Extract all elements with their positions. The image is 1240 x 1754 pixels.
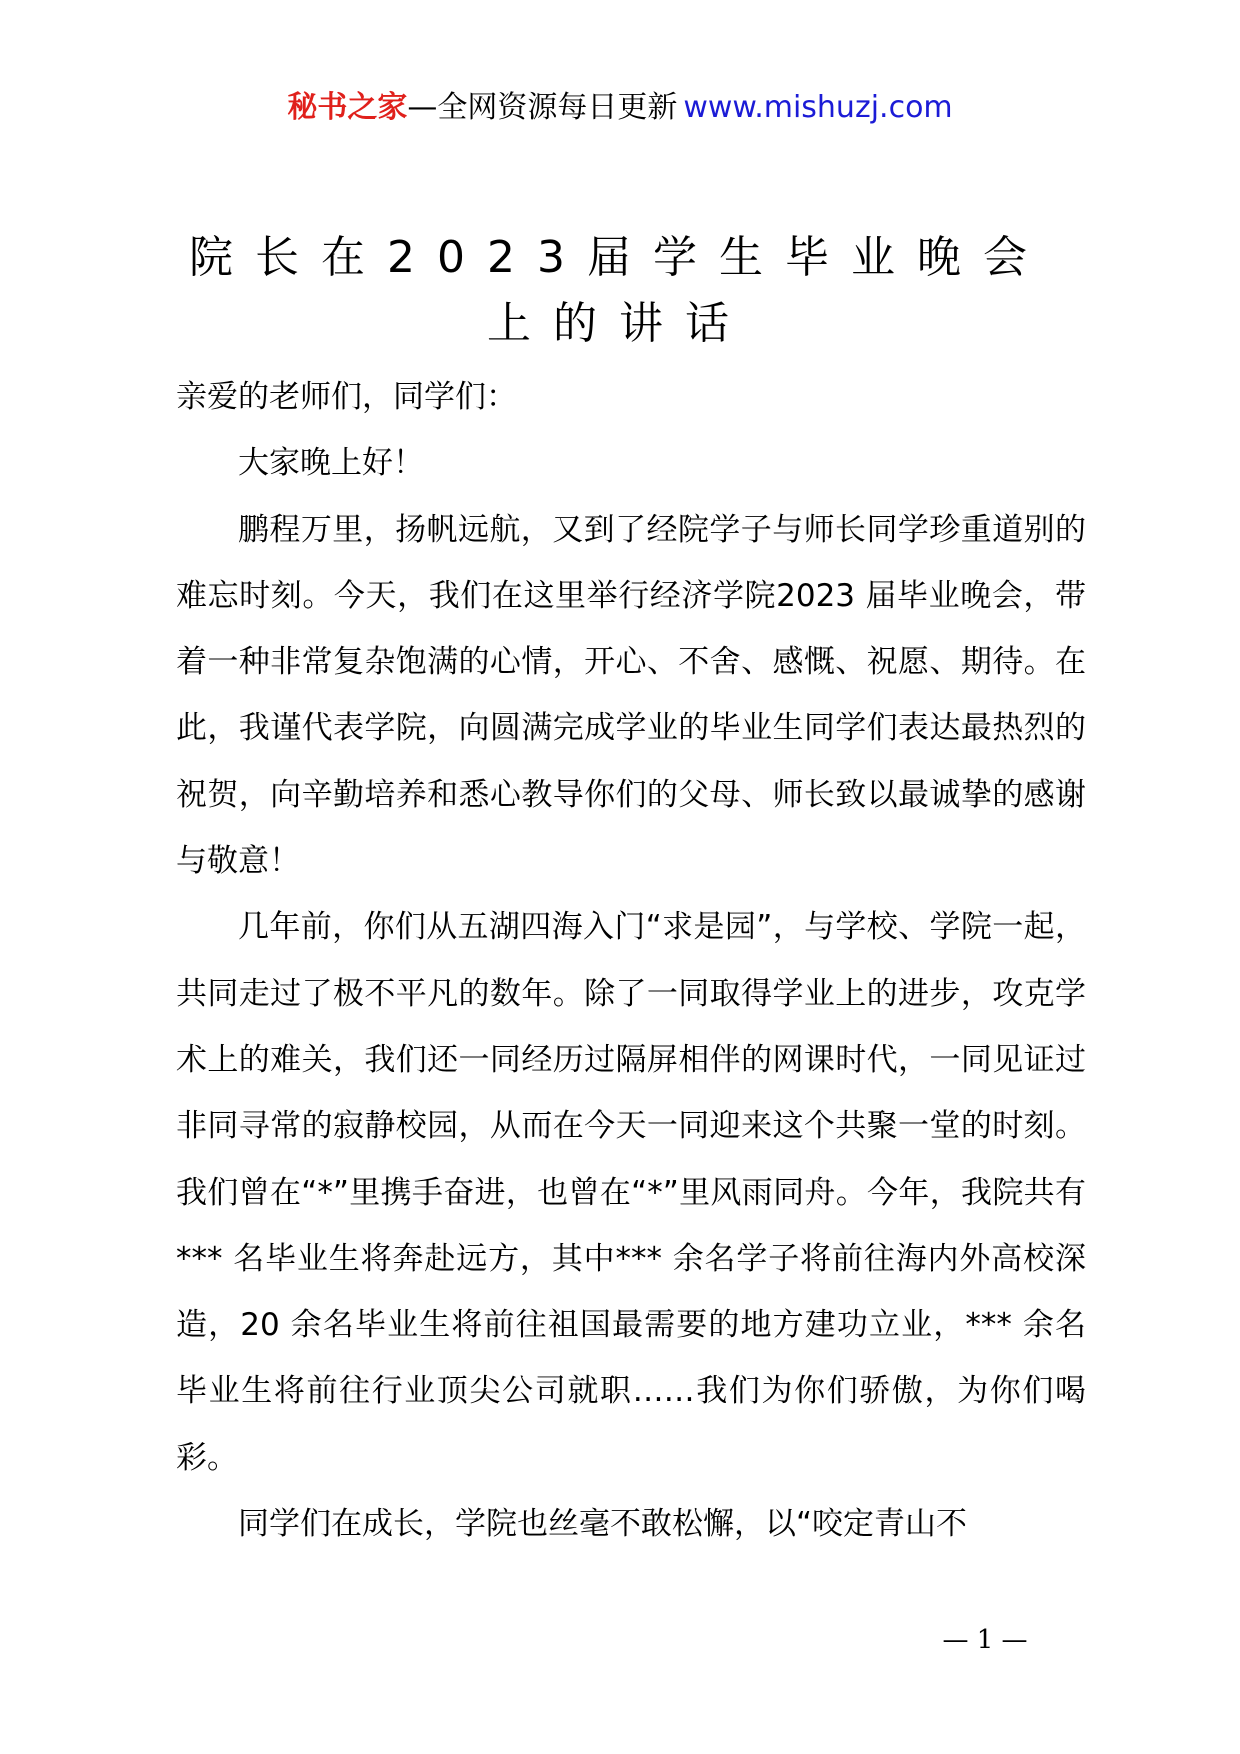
- page-number: — 1 —: [942, 1625, 1028, 1655]
- document-title: 院长在2023届学生毕业晚会上的讲话: [189, 232, 1049, 349]
- brand-name: 秘书之家: [287, 90, 408, 125]
- salutation: 亲爱的老师们，同学们：: [176, 379, 517, 415]
- banner-url: www.mishuzj.com: [683, 90, 953, 125]
- banner-tagline: —全网资源每日更新: [407, 90, 678, 125]
- paragraph: 几年前，你们从五湖四海入门“求是园”，与学校、学院一起，共同走过了极不平凡的数年。除了一同取得学业上的进步，攻克学术上的难关，我们还一同经历过隔屏相伴的网课时代，一同见证过非同寻常的寂静校园，从而在今天一同迎来这个共聚一堂的时刻。我们曾在“*”里携手奋进，也曾在“*”里风雨同舟。今年，我院共有*** 名毕业生将奔赴远方，其中*** 余名学子将前往海内外高校深造，20 余名毕业生将前往祖国最需要的地方建功立业，*** 余名毕业生将前往行业顶尖公司就职……我们为你们骄傲，为你们喝彩。: [176, 909, 1086, 1476]
- paragraph: 大家晚上好！: [238, 445, 424, 482]
- paragraph: 鹏程万里，扬帆远航，又到了经院学子与师长同学珍重道别的难忘时刻。今天，我们在这里举行经济学院2023 届毕业晚会，带着一种非常复杂饱满的心情，开心、不舍、感慨、祝愿、期待。在此，我谨代表学院，向圆满完成学业的毕业生同学们表达最热烈的祝贺，向辛勤培养和悉心教导你们的父母、师长致以最诚挚的感谢与敬意！: [176, 511, 1086, 880]
- document-body: [176, 364, 1086, 1557]
- paragraph: 同学们在成长，学院也丝毫不敢松懈，以“咬定青山不: [238, 1506, 968, 1543]
- site-banner: [0, 88, 1240, 128]
